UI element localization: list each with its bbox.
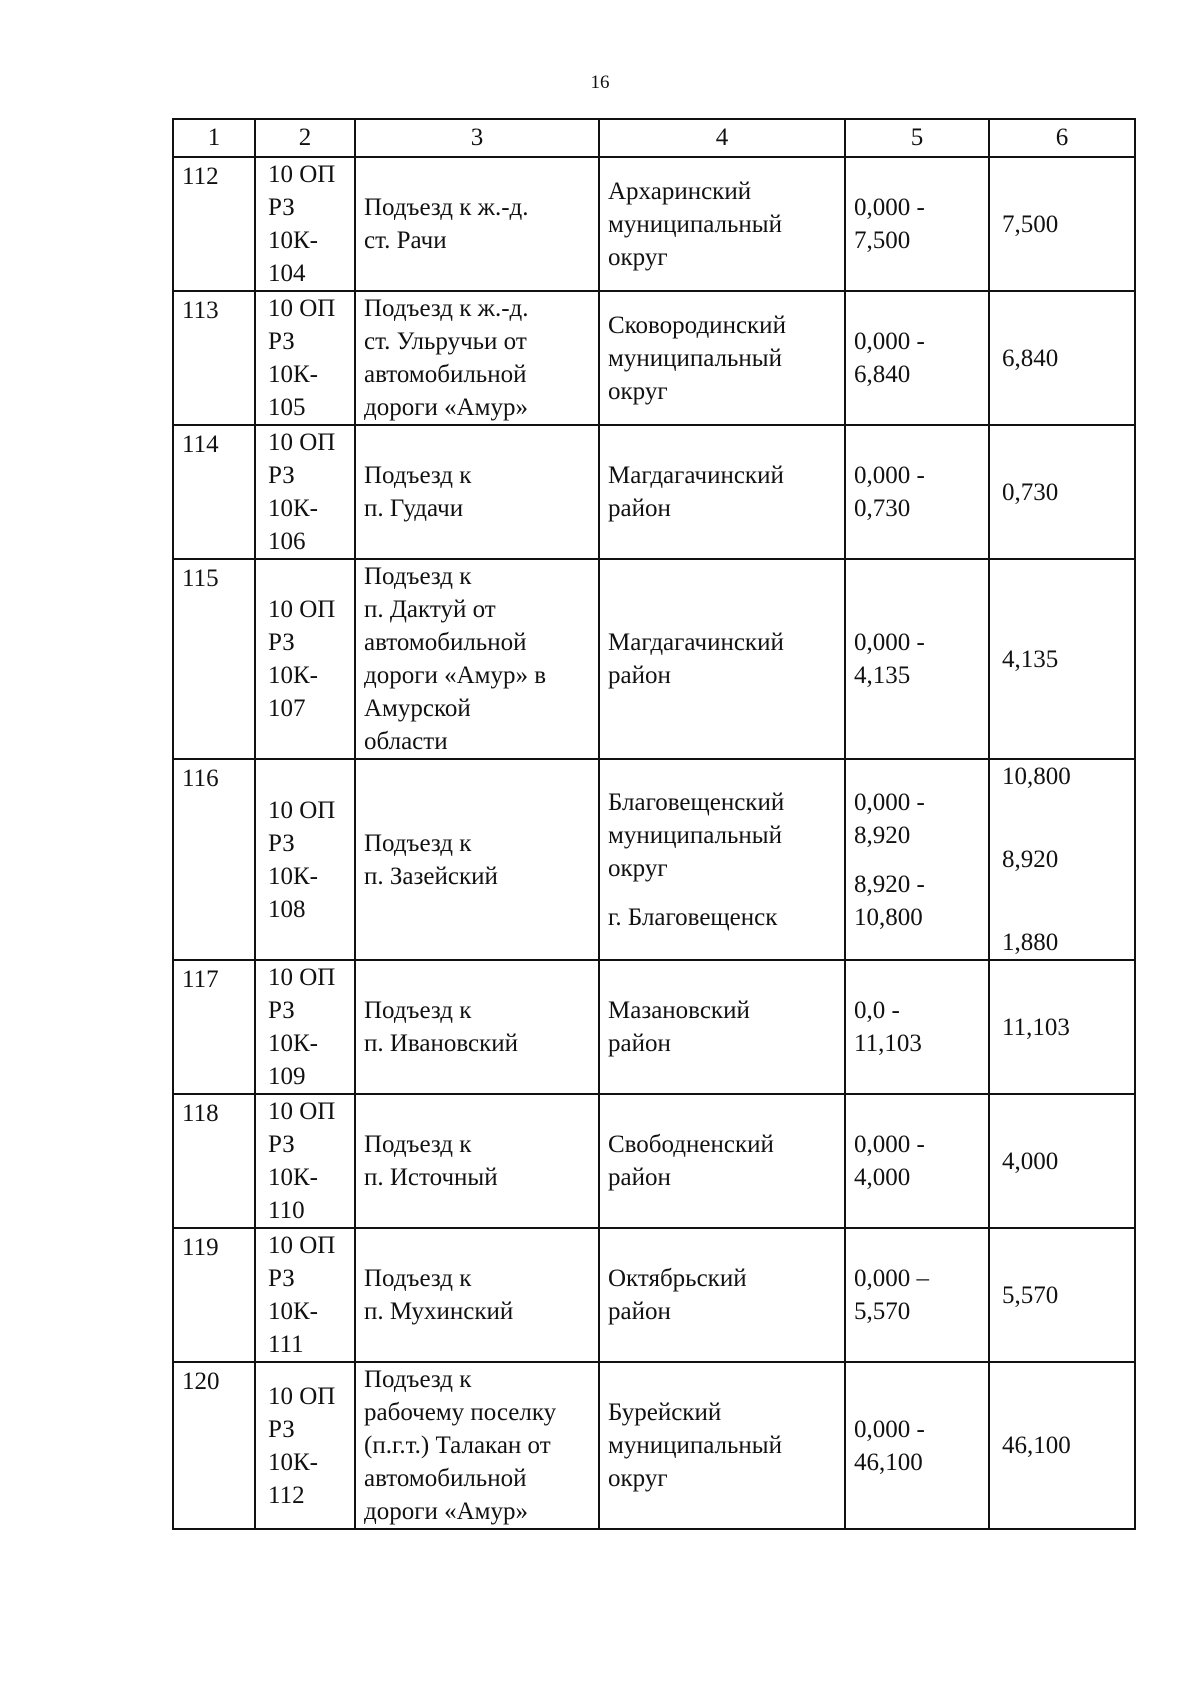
district-cell-line: район — [608, 1164, 671, 1191]
road-name-cell-line: п. Источный — [364, 1164, 498, 1191]
road-code-cell-line: 10К- — [268, 227, 318, 254]
road-code-cell-line: 10К- — [268, 495, 318, 522]
km-range-cell — [845, 1228, 989, 1362]
district-cell-line: район — [608, 495, 671, 522]
road-name-cell-line: дороги «Амур» в — [364, 662, 547, 689]
road-code-cell-line: РЗ — [268, 1415, 295, 1443]
km-range-cell-line: 0,000 – — [854, 1265, 929, 1292]
table-row — [173, 759, 1135, 960]
length-total-cell — [989, 1094, 1135, 1228]
road-name-cell — [355, 291, 599, 425]
road-code-cell-line: РЗ — [268, 194, 295, 221]
table-row — [173, 960, 1135, 1094]
length-total-cell — [989, 1362, 1135, 1529]
road-name-cell-line: Амурской — [364, 695, 471, 722]
road-code-cell-line: РЗ — [268, 829, 295, 857]
length-value: 8,920 — [1002, 846, 1059, 873]
km-range-cell-segment — [854, 459, 980, 525]
road-name-cell-line: п. Мухинский — [364, 1298, 514, 1325]
km-range-cell — [845, 425, 989, 559]
road-code-cell-line: 111 — [268, 1331, 304, 1358]
road-name-cell-line: области — [364, 728, 448, 755]
km-range-cell-segment — [854, 1128, 980, 1194]
road-name-cell-line: п. Гудачи — [364, 495, 464, 522]
road-code-cell — [255, 759, 355, 960]
km-range-cell-segment — [854, 994, 980, 1060]
district-cell-line: округ — [608, 243, 668, 271]
road-name-cell-line: Подъезд к — [364, 1265, 472, 1292]
km-range-cell-line: 0,000 - — [854, 1415, 925, 1443]
row-number-cell: 112 — [173, 157, 255, 291]
row-number-cell: 118 — [173, 1094, 255, 1228]
length-total-cell — [989, 559, 1135, 759]
km-range-cell-line: 8,920 — [854, 821, 911, 849]
km-range-cell-line: 6,840 — [854, 361, 911, 388]
district-cell — [599, 291, 845, 425]
km-range-cell — [845, 960, 989, 1094]
district-cell-line: муниципальный — [608, 821, 782, 849]
row-number-cell: 116 — [173, 759, 255, 960]
road-code-cell-line: 110 — [268, 1197, 305, 1224]
km-range-cell-line: 10,800 — [854, 903, 923, 931]
km-range-cell-line: 0,730 — [854, 495, 911, 522]
district-cell-line: муниципальный — [608, 344, 782, 372]
row-number-cell: 114 — [173, 425, 255, 559]
road-name-cell-line: Подъезд к — [364, 997, 472, 1024]
road-name-cell-line: Подъезд к — [364, 563, 472, 590]
km-range-cell-segment — [854, 1413, 980, 1479]
road-name-cell — [355, 1094, 599, 1228]
column-header: 6 — [989, 119, 1135, 157]
district-cell-line: Магдагачинский — [608, 629, 784, 656]
row-number-cell: 117 — [173, 960, 255, 1094]
table-row — [173, 157, 1135, 291]
length-total-cell — [989, 759, 1135, 960]
district-cell — [599, 1094, 845, 1228]
table-row — [173, 1362, 1135, 1529]
district-cell — [599, 1228, 845, 1362]
district-cell-segment — [608, 1128, 836, 1194]
length-value: 10,800 — [1002, 763, 1071, 790]
road-name-cell-line: рабочему поселку — [364, 1399, 557, 1426]
road-code-cell-line: 104 — [268, 260, 306, 287]
district-cell-line: муниципальный — [608, 1432, 782, 1459]
district-cell-line: округ — [608, 1465, 668, 1492]
table-row — [173, 1094, 1135, 1228]
road-name-cell — [355, 559, 599, 759]
road-code-cell-line: 10К- — [268, 662, 318, 689]
length-value: 6,840 — [1002, 344, 1059, 372]
length-value: 5,570 — [1002, 1281, 1059, 1309]
km-range-cell-segment — [854, 868, 980, 934]
district-cell-line: Сковородинский — [608, 311, 786, 339]
table-row — [173, 291, 1135, 425]
road-name-cell-line: Подъезд к ж.-д. — [364, 194, 529, 221]
road-code-cell-line: 10К- — [268, 1448, 318, 1476]
road-code-cell-line: РЗ — [268, 1265, 295, 1292]
length-total-cell — [989, 157, 1135, 291]
district-cell — [599, 759, 845, 960]
km-range-cell-line: 0,0 - — [854, 997, 900, 1024]
road-code-cell-line: 10К- — [268, 1030, 318, 1057]
km-range-cell-segment — [854, 1262, 980, 1328]
road-code-cell — [255, 960, 355, 1094]
road-name-cell-line: п. Зазейский — [364, 862, 498, 890]
road-code-cell-line: 10 ОП — [268, 796, 336, 824]
road-name-cell-line: автомобильной — [364, 629, 527, 656]
km-range-cell — [845, 157, 989, 291]
km-range-cell-line: 4,135 — [854, 662, 911, 689]
road-name-cell-line: дороги «Амур» — [364, 394, 528, 421]
column-header: 3 — [355, 119, 599, 157]
road-code-cell-line: 10 ОП — [268, 596, 336, 623]
road-code-cell-line: 10 ОП — [268, 295, 336, 322]
km-range-cell-line: 0,000 - — [854, 194, 925, 221]
km-range-cell-line: 0,000 - — [854, 462, 925, 489]
district-cell-line: район — [608, 662, 671, 689]
road-name-cell — [355, 1362, 599, 1529]
district-cell-line: Архаринский — [608, 177, 752, 205]
district-cell-line: Свободненский — [608, 1131, 774, 1158]
road-code-cell — [255, 425, 355, 559]
road-code-cell-line: 106 — [268, 528, 306, 555]
km-range-cell — [845, 559, 989, 759]
km-range-cell-line: 8,920 - — [854, 870, 925, 898]
district-cell-line: Октябрьский — [608, 1265, 747, 1292]
road-name-cell-line: автомобильной — [364, 361, 527, 388]
road-code-cell-line: 10К- — [268, 361, 318, 388]
district-cell-segment — [608, 1262, 836, 1328]
length-value: 4,135 — [1002, 645, 1059, 673]
road-code-cell-line: 10К- — [268, 862, 318, 890]
road-code-cell-line: 10 ОП — [268, 964, 336, 991]
km-range-cell-segment — [854, 325, 980, 391]
table-row — [173, 425, 1135, 559]
road-code-cell-line: РЗ — [268, 328, 295, 355]
road-name-cell-line: ст. Ульручьи от — [364, 328, 527, 355]
road-code-cell-line: 10 ОП — [268, 1232, 336, 1259]
road-code-cell-line: 10 ОП — [268, 1382, 336, 1410]
district-cell-line: г. Благовещенск — [608, 903, 778, 931]
district-cell-segment — [608, 626, 836, 692]
road-code-cell-line: 10 ОП — [268, 429, 336, 456]
district-cell — [599, 425, 845, 559]
road-code-cell-line: 10К- — [268, 1298, 318, 1325]
road-code-cell-line: РЗ — [268, 629, 295, 656]
road-code-cell — [255, 157, 355, 291]
length-total-cell — [989, 425, 1135, 559]
column-header: 5 — [845, 119, 989, 157]
length-total-cell — [989, 1228, 1135, 1362]
road-code-cell — [255, 1094, 355, 1228]
km-range-cell — [845, 759, 989, 960]
district-cell-line: Магдагачинский — [608, 462, 784, 489]
road-name-cell-line: дороги «Амур» — [364, 1498, 528, 1525]
table-body — [173, 157, 1135, 1529]
district-cell-segment — [608, 1396, 836, 1495]
district-cell-segment — [608, 309, 836, 408]
length-value: 1,880 — [1002, 929, 1059, 956]
length-total-cell — [989, 960, 1135, 1094]
road-name-cell-line: п. Дактуй от — [364, 596, 496, 623]
road-name-cell-line: автомобильной — [364, 1465, 527, 1492]
column-header: 1 — [173, 119, 255, 157]
road-code-cell-line: 108 — [268, 895, 306, 923]
page-number: 16 — [590, 72, 610, 93]
road-name-cell-line: Подъезд к — [364, 462, 472, 489]
km-range-cell-segment — [854, 191, 980, 257]
road-name-cell-line: Подъезд к — [364, 1131, 472, 1158]
km-range-cell-line: 46,100 — [854, 1448, 923, 1476]
road-code-cell-line: 112 — [268, 1481, 305, 1509]
length-value: 46,100 — [1002, 1432, 1071, 1459]
district-cell-segment — [608, 994, 836, 1060]
district-cell-line: Мазановский — [608, 997, 750, 1024]
length-value: 11,103 — [1002, 1013, 1070, 1041]
district-cell-line: муниципальный — [608, 210, 782, 238]
road-name-cell-line: (п.г.т.) Талакан от — [364, 1432, 551, 1459]
district-cell-segment — [608, 786, 836, 885]
km-range-cell-line: 5,570 — [854, 1298, 911, 1325]
km-range-cell-line: 0,000 - — [854, 629, 925, 656]
column-header: 4 — [599, 119, 845, 157]
row-number-cell: 119 — [173, 1228, 255, 1362]
district-cell-line: район — [608, 1030, 671, 1057]
district-cell-line: Бурейский — [608, 1399, 722, 1426]
km-range-cell-line: 4,000 — [854, 1164, 911, 1191]
km-range-cell-line: 0,000 - — [854, 328, 925, 355]
road-code-cell-line: РЗ — [268, 997, 295, 1024]
district-cell — [599, 559, 845, 759]
district-cell — [599, 1362, 845, 1529]
road-name-cell — [355, 425, 599, 559]
road-code-cell — [255, 291, 355, 425]
road-code-cell-line: РЗ — [268, 1131, 295, 1158]
length-total-cell — [989, 291, 1135, 425]
road-code-cell-line: 10 ОП — [268, 1098, 336, 1125]
road-name-cell — [355, 157, 599, 291]
district-cell-segment — [608, 175, 836, 274]
length-value: 4,000 — [1002, 1147, 1059, 1175]
district-cell-line: район — [608, 1298, 671, 1325]
table-header-row — [173, 119, 1135, 157]
road-name-cell — [355, 960, 599, 1094]
length-value: 7,500 — [1002, 210, 1059, 238]
road-code-cell — [255, 559, 355, 759]
road-name-cell-line: Подъезд к ж.-д. — [364, 295, 529, 322]
road-code-cell-line: 10 ОП — [268, 161, 336, 188]
km-range-cell — [845, 1362, 989, 1529]
roads-table — [172, 118, 1136, 1530]
road-name-cell — [355, 1228, 599, 1362]
km-range-cell-line: 11,103 — [854, 1030, 922, 1057]
road-name-cell-line: Подъезд к — [364, 1366, 472, 1393]
road-code-cell-line: 105 — [268, 394, 306, 421]
road-code-cell — [255, 1362, 355, 1529]
km-range-cell — [845, 291, 989, 425]
district-cell-line: округ — [608, 854, 668, 882]
column-header: 2 — [255, 119, 355, 157]
row-number-cell: 120 — [173, 1362, 255, 1529]
table-row — [173, 559, 1135, 759]
road-code-cell-line: 107 — [268, 695, 306, 722]
road-code-cell-line: 109 — [268, 1063, 306, 1090]
km-range-cell-segment — [854, 626, 980, 692]
km-range-cell-line: 0,000 - — [854, 788, 925, 816]
road-code-cell-line: РЗ — [268, 462, 295, 489]
district-cell — [599, 157, 845, 291]
km-range-cell-segment — [854, 786, 980, 852]
road-code-cell-line: 10К- — [268, 1164, 318, 1191]
road-name-cell-line: ст. Рачи — [364, 227, 447, 254]
km-range-cell-line: 7,500 — [854, 227, 911, 254]
district-cell — [599, 960, 845, 1094]
km-range-cell-line: 0,000 - — [854, 1131, 925, 1158]
table-row — [173, 1228, 1135, 1362]
row-number-cell: 115 — [173, 559, 255, 759]
row-number-cell: 113 — [173, 291, 255, 425]
district-cell-line: Благовещенский — [608, 788, 785, 816]
km-range-cell — [845, 1094, 989, 1228]
road-name-cell-line: п. Ивановский — [364, 1030, 519, 1057]
district-cell-segment — [608, 901, 836, 934]
road-name-cell-line: Подъезд к — [364, 829, 472, 857]
length-value: 0,730 — [1002, 478, 1059, 506]
district-cell-line: округ — [608, 377, 668, 405]
road-code-cell — [255, 1228, 355, 1362]
road-name-cell — [355, 759, 599, 960]
district-cell-segment — [608, 459, 836, 525]
